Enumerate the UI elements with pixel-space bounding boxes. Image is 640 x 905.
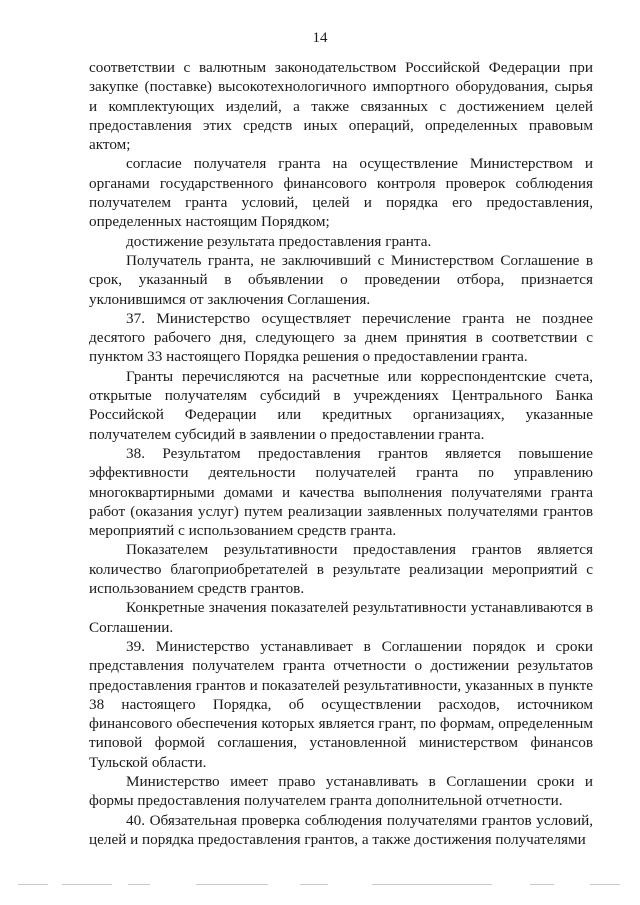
paragraph-accounts: Гранты перечисляются на расчетные или корреспондентские счета, открытые получателям субсидий в учреждениях Центрального Банка Российской Федерации или кредитных организациях, указанные получателем субсидий в заявлении о предоставлении гранта. [89,367,593,443]
paragraph-additional-reporting: Министерство имеет право устанавливать в Соглашении сроки и формы предоставления получателем гранта дополнительной отчетности. [89,772,593,810]
paragraph-evasion: Получатель гранта, не заключивший с Министерством Соглашение в срок, указанный в объявлении о проведении отбора, признается уклонившимся от заключения Соглашения. [89,251,593,308]
paragraph-indicator: Показателем результативности предоставления грантов является количество благоприобретателей в результате реализации мероприятий с использованием средств грантов. [89,541,593,598]
paragraph-37: 37. Министерство осуществляет перечисление гранта не позднее десятого рабочего дня, следующего за днем принятия в соответствии с пунктом 33 настоящего Порядка решения о предоставлении гранта. [89,309,593,366]
paragraph-40: 40. Обязательная проверка соблюдения получателями грантов условий, целей и порядка предоставления грантов, а также достижения получателями [89,811,593,848]
paragraph-result: достижение результата предоставления гранта. [126,232,432,250]
document-body [89,58,593,849]
paragraph-39: 39. Министерство устанавливает в Соглашении порядок и сроки представления получателем гранта отчетности о достижении результатов предоставления грантов и показателей результативности, указанных в пункте 38 настоящего Порядка, об осуществлении расходов, источником финансового обеспечения которых является грант, по формам, определенным типовой формой соглашения, установленной министерством финансов Тульской области. [89,637,593,771]
page-number: 14 [312,30,328,46]
paragraph-38: 38. Результатом предоставления грантов является повышение эффективности деятельности получателей гранта по управлению многоквартирными домами и качества выполнения получателями гранта работ (оказания услуг) путем реализации заявленных получателями грантов мероприятий с использованием средств гранта. [89,444,593,540]
paragraph-indicator-values: Конкретные значения показателей результативности устанавливаются в Соглашении. [89,599,593,636]
scan-edge-artifact [0,884,640,888]
paragraph-consent: согласие получателя гранта на осуществление Министерством и органами государственного финансового контроля проверок соблюдения получателем гранта условий, целей и порядка его предоставления, определенных настоящим Порядком; [89,155,593,231]
paragraph-continuation: соответствии с валютным законодательством Российской Федерации при закупке (поставке) высокотехнологичного импортного оборудования, сырья и комплектующих изделий, а также связанных с достижением целей предоставления этих средств иных операций, определенных правовым актом; [89,59,593,154]
